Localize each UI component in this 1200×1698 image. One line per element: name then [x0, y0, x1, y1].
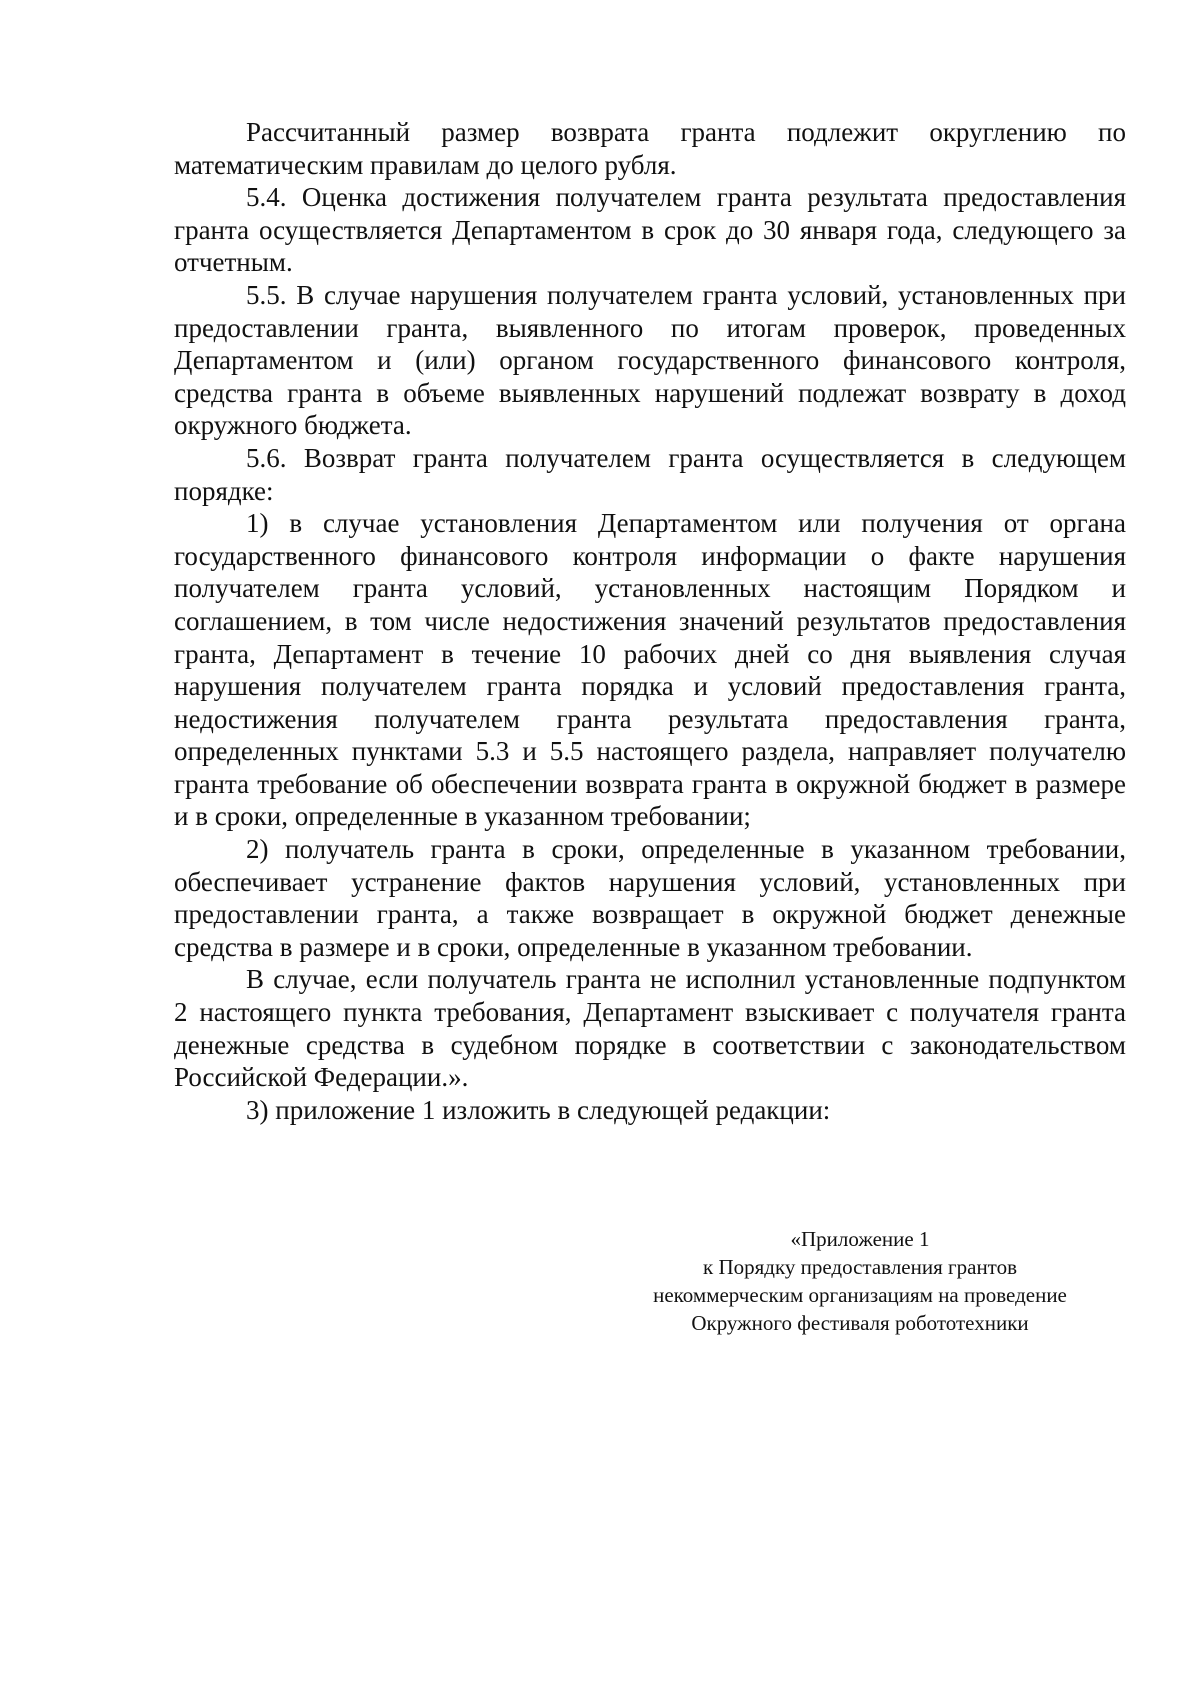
appendix-subtitle-line-2: некоммерческим организациям на проведение — [653, 1283, 1067, 1307]
paragraph-item-3: 3) приложение 1 изложить в следующей редакции: — [246, 1094, 831, 1125]
paragraph-5-5: 5.5. В случае нарушения получателем гранта условий, установленных при предоставлении гранта, выявленного по итогам проверок, проведенных Департаментом и (или) органом государственного финансового контроля, средства гранта в объеме выявленных нарушений подлежат возврату в доход окружного бюджета. — [174, 279, 1126, 441]
paragraph-item-1: 1) в случае установления Департаментом или получения от органа государственного финансового контроля информации о факте нарушения получателем гранта условий, установленных настоящим Порядком и соглашением, в том числе недостижения значений результатов предоставления гранта, Департамент в течение 10 рабочих дней со дня выявления случая нарушения получателем гранта порядка и условий предоставления гранта, недостижения получателем гранта результата предоставления гранта, определенных пунктами 5.3 и 5.5 настоящего раздела, направляет получателю гранта требование об обеспечении возврата гранта в окружной бюджет в размере и в сроки, определенные в указанном требовании; — [174, 508, 1126, 832]
paragraph-recovery: В случае, если получатель гранта не исполнил установленные подпунктом 2 настоящего пункта требования, Департамент взыскивает с получателя гранта денежные средства в судебном порядке в соответствии с законодательством Российской Федерации.». — [174, 964, 1126, 1093]
document-body — [174, 116, 1126, 1126]
paragraph-item-2: 2) получатель гранта в сроки, определенные в указанном требовании, обеспечивает устранение фактов нарушения условий, установленных при предоставлении гранта, а также возвращает в окружной бюджет денежные средства в размере и в сроки, определенные в указанном требовании. — [174, 834, 1126, 962]
appendix-subtitle-line-1: к Порядку предоставления грантов — [703, 1255, 1017, 1279]
paragraph-5-6: 5.6. Возврат гранта получателем гранта осуществляется в следующем порядке: — [174, 442, 1126, 506]
appendix-title: «Приложение 1 — [790, 1227, 930, 1251]
appendix-heading — [600, 1225, 1120, 1337]
paragraph-rounding: Рассчитанный размер возврата гранта подлежит округлению по математическим правилам до целого рубля. — [174, 117, 1126, 180]
paragraph-5-4: 5.4. Оценка достижения получателем гранта результата предоставления гранта осуществляется Департаментом в срок до 30 января года, следующего за отчетным. — [174, 182, 1126, 278]
appendix-subtitle-line-3: Окружного фестиваля робототехники — [691, 1311, 1029, 1335]
